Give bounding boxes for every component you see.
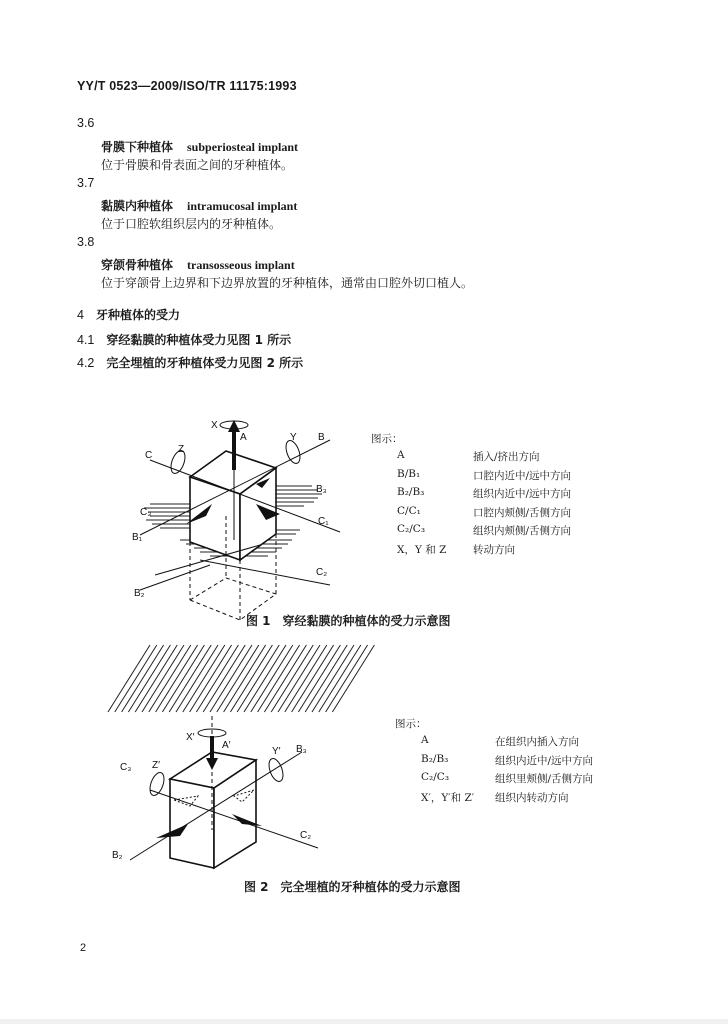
subsection-number: 4.1	[77, 333, 95, 347]
fig1-label-b3: B₃	[316, 484, 327, 495]
fig2-legend-title: 图示：	[395, 718, 427, 730]
fig2-label-a: A′	[222, 740, 231, 751]
legend-description: 组织内颊侧/舌侧方向	[473, 525, 572, 537]
fig1-label-c3: C₃	[140, 507, 152, 518]
clause-definition-3-7: 位于口腔软组织层内的牙种植体。	[101, 217, 282, 231]
fig1-label-z: Z	[178, 444, 185, 455]
legend-description: 口腔内近中/远中方向	[473, 469, 572, 482]
legend-description: 转动方向	[473, 543, 515, 556]
legend-key: A	[421, 734, 429, 746]
fig1-caption: 图 1 穿经黏膜的种植体的受力示意图	[246, 614, 451, 628]
fig1-label-a: A	[240, 432, 247, 443]
standard-header: YY/T 0523—2009/ISO/TR 11175:1993	[77, 79, 297, 93]
term-zh: 骨膜下种植体	[101, 140, 174, 154]
term-zh: 穿颌骨种植体	[101, 258, 174, 272]
fig2-label-b2: B₂	[112, 850, 123, 861]
legend-key: B₂/B₃	[421, 752, 449, 765]
legend-key: C₂/C₃	[421, 771, 450, 783]
fig1-label-y: Y	[290, 432, 297, 443]
legend-description: 组织内近中/远中方向	[495, 754, 594, 767]
legend-description: 在组织内插入方向	[495, 736, 579, 748]
term-en: transosseous implant	[187, 258, 295, 272]
fig2-label-y: Y′	[272, 746, 281, 757]
legend-description: 口腔内颊侧/舌侧方向	[473, 506, 572, 519]
fig1-label-b1: B₁	[132, 532, 143, 543]
fig2-label-z: Z′	[152, 760, 160, 771]
legend-description: 组织内转动方向	[495, 791, 569, 804]
fig2-caption: 图 2 完全埋植的牙种植体的受力示意图	[244, 880, 461, 894]
fig1-label-c1: C₁	[318, 516, 329, 527]
legend-key: X′，Y′和 Z′	[421, 791, 475, 804]
clause-number-3-6: 3.6	[77, 116, 95, 130]
implant-cube-embedded	[170, 752, 256, 868]
legend-description: 组织里颊侧/舌侧方向	[495, 773, 594, 785]
fig1-legend-title: 图示：	[371, 433, 403, 445]
clause-definition-3-6: 位于骨膜和骨表面之间的牙种植体。	[101, 158, 294, 172]
legend-key: B/B₁	[397, 467, 421, 480]
subsection-text: 完全埋植的牙种植体受力见图 2 所示	[106, 356, 304, 370]
term-zh: 黏膜内种植体	[101, 199, 174, 213]
legend-key: B₂/B₃	[397, 486, 425, 498]
term-en: subperiosteal implant	[187, 140, 299, 154]
legend-key: X，Y 和 Z	[397, 543, 447, 556]
page-number: 2	[80, 942, 87, 954]
subsection-number: 4.2	[77, 356, 95, 370]
fig1-label-c: C	[145, 450, 153, 461]
fig1-label-c2: C₂	[316, 567, 328, 578]
clause-definition-3-8: 位于穿颌骨上边界和下边界放置的牙种植体，通常由口腔外切口植人。	[101, 276, 474, 290]
fig1-label-b2: B₂	[134, 588, 145, 599]
fig2-label-c2: C₂	[300, 830, 312, 841]
page-bottom-edge	[0, 1019, 728, 1024]
fig2-label-c3: C₃	[120, 762, 132, 773]
fig2-label-x: X′	[186, 732, 195, 743]
fig2-label-b3: B₃	[296, 744, 307, 755]
legend-key: C/C₁	[397, 504, 421, 517]
legend-key: A	[397, 449, 405, 461]
legend-description: 插入/挤出方向	[473, 451, 540, 463]
clause-number-3-7: 3.7	[77, 176, 95, 190]
subsection-text: 穿经黏膜的种植体受力见图 1 所示	[106, 333, 292, 347]
term-en: intramucosal implant	[187, 199, 298, 213]
fig1-label-x: X	[211, 420, 218, 431]
legend-description: 组织内近中/远中方向	[473, 488, 572, 500]
section-title: 牙种植体的受力	[95, 308, 180, 322]
section-number: 4	[77, 308, 84, 322]
legend-key: C₂/C₃	[397, 523, 426, 535]
clause-number-3-8: 3.8	[77, 235, 95, 249]
tissue-hatch-block	[108, 645, 374, 712]
fig1-label-b: B	[318, 432, 325, 443]
